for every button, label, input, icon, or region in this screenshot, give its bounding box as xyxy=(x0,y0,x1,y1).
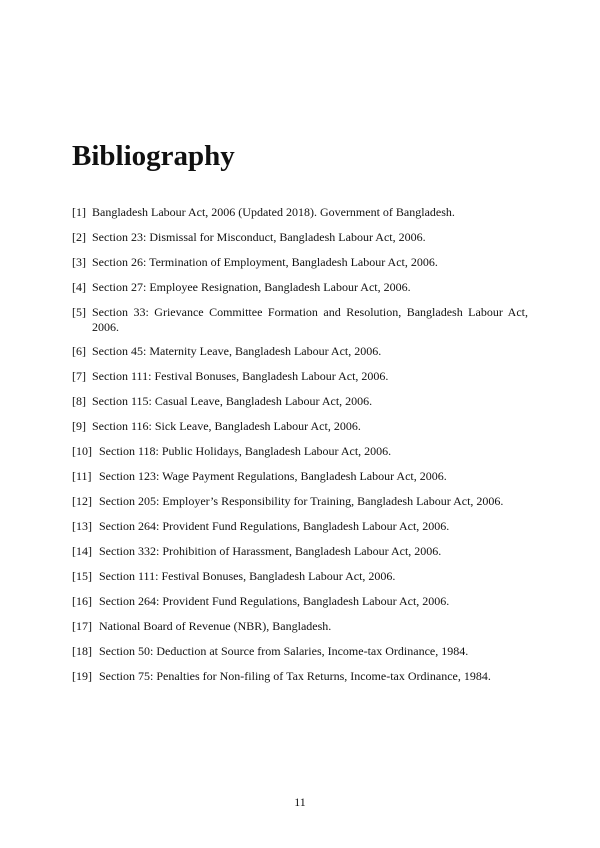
reference-text: Section 23: Dismissal for Misconduct, Bangladesh Labour Act, 2006. xyxy=(92,230,426,244)
reference-item xyxy=(72,394,528,409)
reference-text: Section 332: Prohibition of Harassment, Bangladesh Labour Act, 2006. xyxy=(99,544,442,558)
reference-text: Section 33: Grievance Committee Formation and Resolution, Bangladesh Labour Act, 2006. xyxy=(92,305,528,334)
reference-item xyxy=(72,469,528,484)
reference-text: Section 75: Penalties for Non-filing of Tax Returns, Income-tax Ordinance, 1984. xyxy=(99,669,491,683)
reference-text: Bangladesh Labour Act, 2006 (Updated 2018). Government of Bangladesh. xyxy=(92,205,455,219)
reference-number: [15] xyxy=(72,569,92,583)
reference-number: [4] xyxy=(72,280,86,294)
reference-item xyxy=(72,619,528,634)
reference-item xyxy=(72,569,528,584)
reference-number: [5] xyxy=(72,305,86,319)
page-number: 11 xyxy=(294,795,306,809)
reference-number: [13] xyxy=(72,519,92,533)
reference-item xyxy=(72,419,528,434)
reference-item xyxy=(72,230,528,245)
bibliography-list xyxy=(72,205,528,694)
reference-number: [7] xyxy=(72,369,86,383)
reference-number: [14] xyxy=(72,544,92,558)
reference-number: [3] xyxy=(72,255,86,269)
reference-item xyxy=(72,594,528,609)
reference-text: Section 111: Festival Bonuses, Bangladesh Labour Act, 2006. xyxy=(92,369,389,383)
reference-number: [9] xyxy=(72,419,86,433)
reference-text: Section 123: Wage Payment Regulations, Bangladesh Labour Act, 2006. xyxy=(99,469,447,483)
reference-item xyxy=(72,280,528,295)
reference-item xyxy=(72,305,528,335)
reference-item xyxy=(72,369,528,384)
reference-number: [19] xyxy=(72,669,92,683)
reference-text: Section 50: Deduction at Source from Salaries, Income-tax Ordinance, 1984. xyxy=(99,644,469,658)
reference-text: Section 116: Sick Leave, Bangladesh Labour Act, 2006. xyxy=(92,419,361,433)
reference-number: [16] xyxy=(72,594,92,608)
reference-number: [10] xyxy=(72,444,92,458)
page-title: Bibliography xyxy=(72,140,235,172)
reference-text: Section 115: Casual Leave, Bangladesh Labour Act, 2006. xyxy=(92,394,373,408)
reference-text: Section 205: Employer’s Responsibility for Training, Bangladesh Labour Act, 2006. xyxy=(99,494,504,508)
reference-text: Section 111: Festival Bonuses, Bangladesh Labour Act, 2006. xyxy=(99,569,396,583)
reference-item xyxy=(72,669,528,684)
reference-item xyxy=(72,444,528,459)
reference-text: Section 45: Maternity Leave, Bangladesh Labour Act, 2006. xyxy=(92,344,382,358)
reference-number: [12] xyxy=(72,494,92,508)
reference-item xyxy=(72,255,528,270)
reference-item xyxy=(72,494,528,509)
reference-number: [18] xyxy=(72,644,92,658)
reference-number: [17] xyxy=(72,619,92,633)
reference-text: Section 118: Public Holidays, Bangladesh Labour Act, 2006. xyxy=(99,444,392,458)
reference-item xyxy=(72,519,528,534)
reference-item xyxy=(72,344,528,359)
reference-number: [1] xyxy=(72,205,86,219)
reference-number: [2] xyxy=(72,230,86,244)
reference-text: Section 264: Provident Fund Regulations, Bangladesh Labour Act, 2006. xyxy=(99,519,450,533)
reference-text: Section 27: Employee Resignation, Bangladesh Labour Act, 2006. xyxy=(92,280,411,294)
reference-text: Section 26: Termination of Employment, Bangladesh Labour Act, 2006. xyxy=(92,255,438,269)
reference-item xyxy=(72,205,528,220)
reference-number: [8] xyxy=(72,394,86,408)
reference-number: [6] xyxy=(72,344,86,358)
reference-text: Section 264: Provident Fund Regulations, Bangladesh Labour Act, 2006. xyxy=(99,594,450,608)
reference-item xyxy=(72,544,528,559)
reference-text: National Board of Revenue (NBR), Bangladesh. xyxy=(99,619,332,633)
reference-number: [11] xyxy=(72,469,92,483)
reference-item xyxy=(72,644,528,659)
